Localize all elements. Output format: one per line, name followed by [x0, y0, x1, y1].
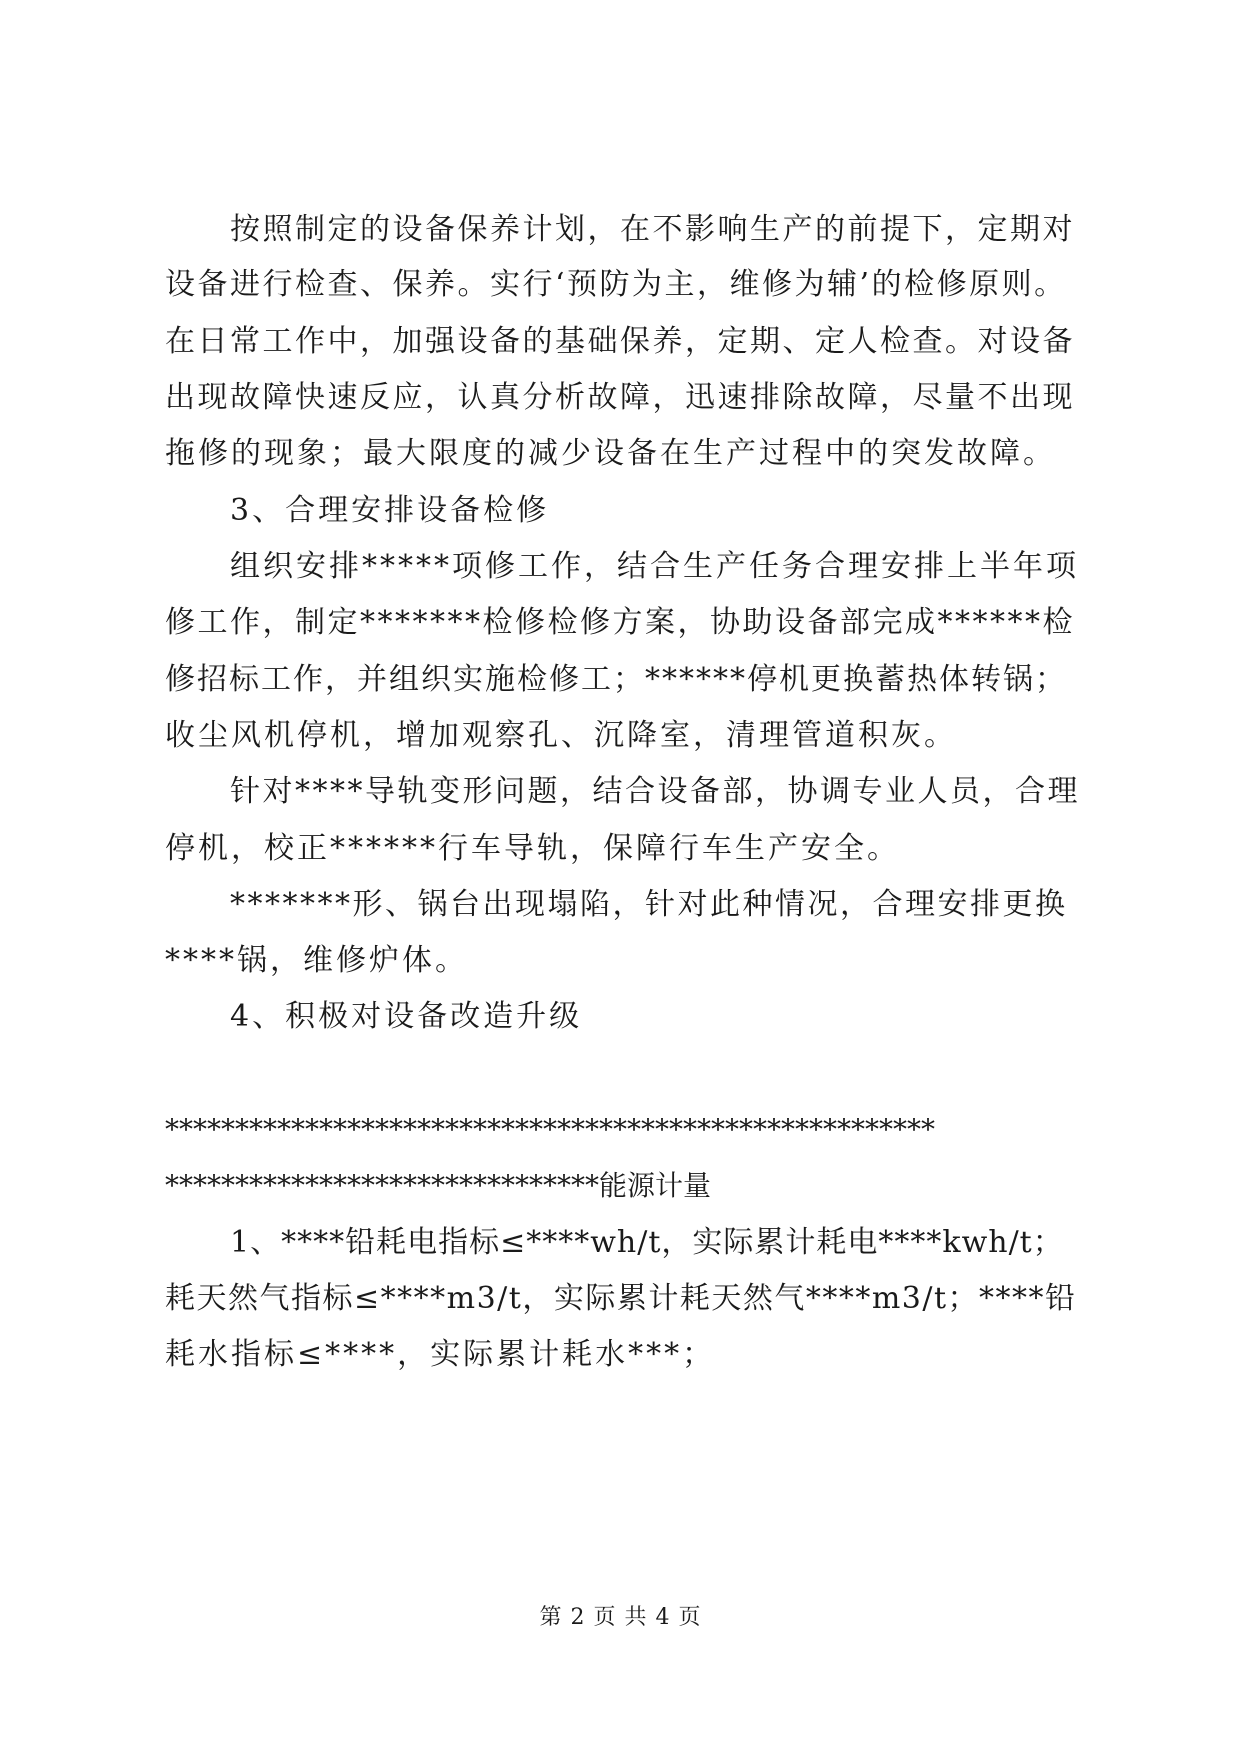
paragraph-line: *******形、锅台出现塌陷，针对此种情况，合理安排更换	[230, 887, 1068, 922]
masked-line: *******************************************************	[165, 1113, 935, 1146]
paragraph-line: 耗天然气指标≤****m3/t，实际累计耗天然气****m3/t；****铅	[165, 1281, 1077, 1316]
paragraph-line: 修招标工作，并组织实施检修工；******停机更换蓄热体转锅；	[165, 662, 1067, 697]
paragraph-line: 针对****导轨变形问题，结合设备部，协调专业人员，合理	[230, 774, 1080, 809]
paragraph-line: 设备进行检查、保养。实行‘预防为主，维修为辅’的检修原则。	[165, 267, 1067, 302]
paragraph-line: 拖修的现象；最大限度的减少设备在生产过程中的突发故障。	[165, 436, 1056, 471]
section-heading: 3、合理安排设备检修	[230, 493, 550, 528]
paragraph-line: 出现故障快速反应，认真分析故障，迅速排除故障，尽量不出现	[165, 380, 1075, 415]
paragraph-line: ****锅，维修炉体。	[165, 943, 468, 978]
paragraph-line: 停机，校正******行车导轨，保障行车生产安全。	[165, 831, 900, 866]
paragraph-line: 在日常工作中，加强设备的基础保养，定期、定人检查。对设备	[165, 324, 1075, 359]
paragraph-line: 收尘风机停机，增加观察孔、沉降室，清理管道积灰。	[165, 718, 957, 753]
page-footer: 第 2 页 共 4 页	[539, 1605, 702, 1630]
paragraph-line: 1、****铅耗电指标≤****wh/t，实际累计耗电****kwh/t；	[230, 1225, 1064, 1260]
paragraph-line: 修工作，制定*******检修检修方案，协助设备部完成******检	[165, 605, 1075, 640]
paragraph-line: 耗水指标≤****，实际累计耗水***；	[165, 1337, 716, 1372]
masked-heading-line: *******************************能源计量	[165, 1169, 712, 1202]
section-heading: 4、积极对设备改造升级	[230, 999, 583, 1034]
paragraph-line: 组织安排*****项修工作，结合生产任务合理安排上半年项	[230, 549, 1079, 584]
paragraph-line: 按照制定的设备保养计划，在不影响生产的前提下，定期对	[230, 212, 1075, 247]
